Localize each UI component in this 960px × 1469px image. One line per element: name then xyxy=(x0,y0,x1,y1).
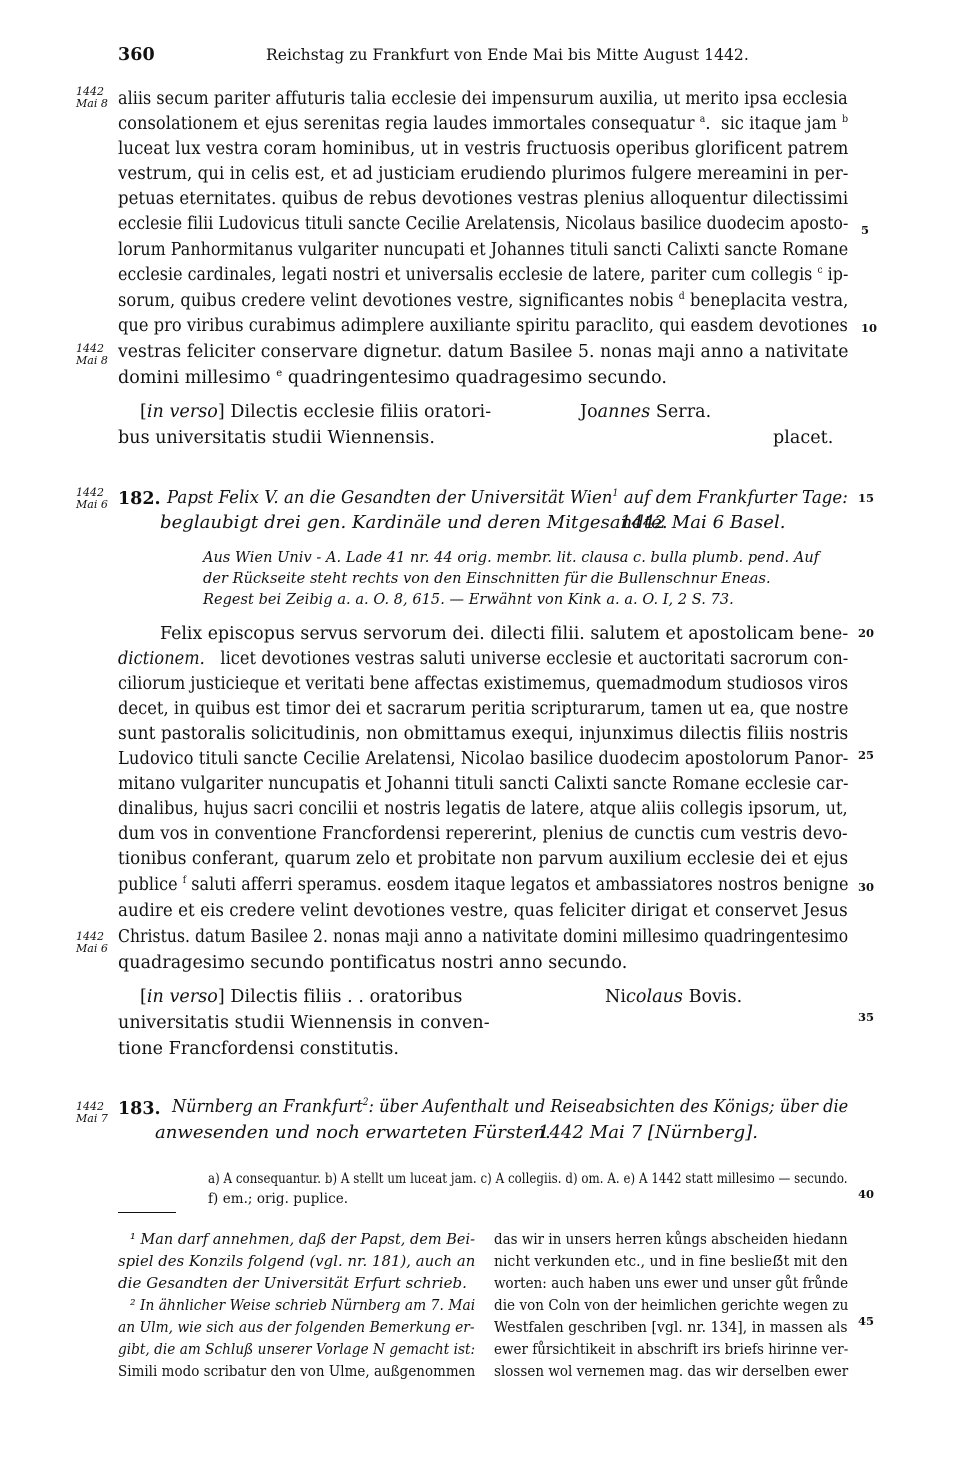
footnote-line: slossen wol vernemen mag. das wir derselben ewer xyxy=(494,1362,849,1380)
line-number: 40 xyxy=(858,1187,875,1201)
doc-title: anwesenden und noch erwarteten Fürsten. xyxy=(155,1122,551,1143)
line-number: 10 xyxy=(861,321,878,335)
page-number: 360 xyxy=(118,45,155,65)
verso-line: tione Francfordensi constitutis. xyxy=(118,1039,400,1059)
verso-line: bus universitatis studii Wiennensis. xyxy=(118,428,435,448)
text-line: sunt pastoralis solicitudinis, non obmittamus exequi, injunximus dilectis filiis nostris xyxy=(118,724,849,744)
text-line: Ludovico tituli sancte Cecilie Arelatensi, Nicolao basilice duodecim apostolorum Panor- xyxy=(118,749,849,769)
text-line: vestras feliciter conservare dignetur. datum Basilee 5. nonas maji anno a nativitate xyxy=(118,342,849,362)
margin-date: 1442 Mai 8 xyxy=(76,342,108,367)
margin-date: 1442 Mai 7 xyxy=(76,1100,108,1125)
margin-date: 1442 Mai 6 xyxy=(76,486,108,511)
text-line: dictionem. licet devotiones vestras saluti universe ecclesie et auctoritati sacrorum con- xyxy=(118,649,849,669)
footnote-line: ewer fůrsichtikeit in abschrift irs briefs hirinne ver- xyxy=(494,1340,849,1358)
text-line: consolationem et ejus serenitas regia laudes immortales consequatur $^a$. sic itaque jam $^b$ xyxy=(118,114,849,134)
source-note: Aus Wien Univ - A. Lade 41 nr. 44 orig. membr. lit. clausa c. bulla plumb. pend. Auf xyxy=(203,550,820,566)
doc-date: 1442 Mai 7 [Nürnberg]. xyxy=(538,1122,759,1143)
text-line: decet, in quibus est timor dei et sacrarum peritia scripturarum, tamen ut ea, que nostre xyxy=(118,699,849,719)
running-title: Reichstag zu Frankfurt von Ende Mai bis Mitte August 1442. xyxy=(266,46,749,64)
line-number: 45 xyxy=(858,1314,875,1328)
text-line: petuas eternitates. quibus de rebus devotiones vestras plenius alloquentur dilectissimi xyxy=(118,189,849,209)
placet: placet. xyxy=(773,428,834,448)
text-line: publice $^f$ saluti afferri speramus. eosdem itaque legatos et ambassiatores nostros benigne xyxy=(118,875,849,895)
line-number: 35 xyxy=(858,1010,875,1024)
source-note: Regest bei Zeibig a. a. O. 8, 615. — Erwähnt von Kink a. a. O. I, 2 S. 73. xyxy=(203,592,734,608)
doc-title: Nürnberg an Frankfurt$^2$: über Aufenthalt und Reiseabsichten des Königs; über die xyxy=(172,1096,849,1117)
text-line: domini millesimo $^e$ quadringentesimo quadragesimo secundo. xyxy=(118,368,667,388)
footnote-line: die Gesandten der Universität Erfurt schrieb. xyxy=(118,1274,467,1292)
footnote-line: an Ulm, wie sich aus der folgenden Bemerkung er- xyxy=(118,1318,475,1336)
verso-line: [in verso] Dilectis filiis . . oratoribus xyxy=(140,987,463,1007)
apparatus-line: f) em.; orig. puplice. xyxy=(208,1191,349,1207)
source-note: der Rückseite steht rechts von den Einschnitten für die Bullenschnur Eneas. xyxy=(203,571,771,587)
doc-date: 1442 Mai 6 Basel. xyxy=(620,512,786,533)
text-line: mitano vulgariter nuncupatis et Johanni tituli sancti Calixti sancte Romane ecclesie car- xyxy=(118,774,849,794)
verso-line: universitatis studii Wiennensis in conven- xyxy=(118,1013,490,1033)
signer: Joannes Serra. xyxy=(580,402,712,422)
text-line: ecclesie filii Ludovicus tituli sancte Cecilie Arelatensis, Nicolaus basilice duodecim aposto- xyxy=(118,214,849,234)
footnote-line: Westfalen geschriben [vgl. nr. 134], in massen als xyxy=(494,1318,848,1336)
footnote-line: Simili modo scribatur den von Ulme, außgenommen xyxy=(118,1362,476,1380)
doc-title: Papst Felix V. an die Gesandten der Universität Wien$^1$ auf dem Frankfurter Tage: xyxy=(167,487,848,508)
margin-date: 1442 Mai 8 xyxy=(76,85,108,110)
footnote-line: ² In ähnlicher Weise schrieb Nürnberg am 7. Mai xyxy=(130,1296,476,1314)
text-line: ciliorum justicieque et veritati bene affectas existimemus, quemadmodum studiosos viros xyxy=(118,674,849,694)
line-number: 20 xyxy=(858,626,875,640)
footnote-line: nicht verkunden etc., und in fine beslieẞt mit den xyxy=(494,1252,848,1270)
footnote-line: gibt, die am Schluß unserer Vorlage N gemacht ist: xyxy=(118,1340,476,1358)
text-line: ecclesie cardinales, legati nostri et universalis ecclesie de latere, pariter cum collegis $^c$ ip- xyxy=(118,265,849,285)
text-line: dum vos in conventione Francfordensi repererint, plenius de cunctis cum vestris devo- xyxy=(118,824,848,844)
footnote-rule xyxy=(118,1212,176,1213)
line-number: 30 xyxy=(858,880,875,894)
text-line: lorum Panhormitanus vulgariter nuncupati et Johannes tituli sancti Calixti sancte Romane xyxy=(118,240,849,260)
line-number: 5 xyxy=(861,223,870,237)
verso-line: [in verso] Dilectis ecclesie filiis oratori- xyxy=(140,402,492,422)
text-line: sorum, quibus credere velint devotiones vestre, significantes nobis $^d$ beneplacita vestra, xyxy=(118,291,849,311)
footnote-line: das wir in unsers herren kůngs abscheiden hiedann xyxy=(494,1230,848,1248)
text-line: quadragesimo secundo pontificatus nostri anno secundo. xyxy=(118,953,628,973)
margin-date: 1442 Mai 6 xyxy=(76,930,108,955)
footnote-line: worten: auch haben uns ewer und unser gůt frůnde xyxy=(494,1274,849,1292)
text-line: audire et eis credere velint devotiones vestre, quas feliciter dirigat et conservet Jesus xyxy=(118,901,848,921)
line-number: 25 xyxy=(858,748,875,762)
text-line: Felix episcopus servus servorum dei. dilecti filii. salutem et apostolicam bene- xyxy=(160,624,849,644)
text-line: Christus. datum Basilee 2. nonas maji anno a nativitate domini millesimo quadringentesimo xyxy=(118,927,849,947)
text-line: dinalibus, hujus sacri concilii et nostris legatis de latere, atque aliis collegis ipsorum, ut, xyxy=(118,799,848,819)
text-line: vestrum, qui in celis est, et ad justiciam erudiendo plurimos fulgere mereamini in per- xyxy=(118,164,849,184)
text-line: tionibus conferant, quarum zelo et probitate non parvum auxilium ecclesie dei et ejus xyxy=(118,849,849,869)
line-number: 15 xyxy=(858,491,875,505)
text-line: aliis secum pariter affuturis talia ecclesie dei impensurum auxilia, ut merito ipsa ecclesia xyxy=(118,89,848,109)
doc-title: beglaubigt drei gen. Kardinäle und deren Mitgesandte. xyxy=(160,512,668,533)
footnote-line: die von Coln von der heimlichen gerichte wegen zu xyxy=(494,1296,849,1314)
text-line: que pro viribus curabimus adimplere auxiliante spiritu paraclito, qui easdem devotiones xyxy=(118,316,848,336)
footnote-line: ¹ Man darf annehmen, daß der Papst, dem Bei- xyxy=(130,1230,476,1248)
text-line: luceat lux vestra coram hominibus, ut in vestris fructuosis operibus glorificent patrem xyxy=(118,139,849,159)
doc-number: 182. xyxy=(118,489,161,509)
doc-number: 183. xyxy=(118,1099,161,1119)
footnote-line: spiel des Konzils folgend (vgl. nr. 181), auch an xyxy=(118,1252,476,1270)
signer: Nicolaus Bovis. xyxy=(605,987,743,1007)
apparatus-line: a) A consequantur. b) A stellt um luceat jam. c) A collegiis. d) om. A. e) A 1442 statt millesimo — secundo. xyxy=(208,1171,848,1187)
